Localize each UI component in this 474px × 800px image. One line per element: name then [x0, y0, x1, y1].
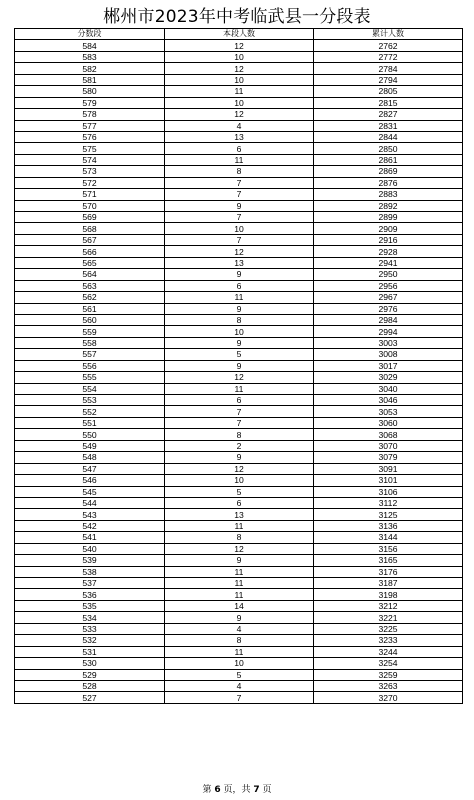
cumulative-count-cell: 3003	[314, 337, 463, 348]
band-count-cell: 9	[165, 337, 314, 348]
band-count-cell: 9	[165, 452, 314, 463]
table-row	[15, 303, 463, 314]
table-row	[15, 623, 463, 634]
table-row	[15, 97, 463, 108]
cumulative-count-cell: 3233	[314, 635, 463, 646]
table-row	[15, 177, 463, 188]
band-count-cell: 6	[165, 280, 314, 291]
band-count-cell: 9	[165, 555, 314, 566]
cumulative-count-cell: 2941	[314, 257, 463, 268]
score-band-cell: 559	[15, 326, 165, 337]
table-row	[15, 406, 463, 417]
cumulative-count-cell: 3156	[314, 543, 463, 554]
table-row	[15, 246, 463, 257]
table-row	[15, 212, 463, 223]
table-header-row	[15, 29, 463, 40]
table-row	[15, 497, 463, 508]
band-count-cell: 8	[165, 532, 314, 543]
score-band-cell: 581	[15, 74, 165, 85]
score-band-cell: 564	[15, 269, 165, 280]
table-row	[15, 292, 463, 303]
band-count-cell: 4	[165, 120, 314, 131]
band-count-cell: 11	[165, 520, 314, 531]
score-band-cell: 567	[15, 234, 165, 245]
score-band-cell: 558	[15, 337, 165, 348]
table-row	[15, 166, 463, 177]
cumulative-count-cell: 3254	[314, 658, 463, 669]
cumulative-count-cell: 3029	[314, 372, 463, 383]
footer-total-pages: 7	[253, 785, 260, 795]
cumulative-count-cell: 2850	[314, 143, 463, 154]
cumulative-count-cell: 3244	[314, 646, 463, 657]
cumulative-count-cell: 2956	[314, 280, 463, 291]
table-row	[15, 669, 463, 680]
score-band-cell: 527	[15, 692, 165, 703]
cumulative-count-cell: 3221	[314, 612, 463, 623]
band-count-cell: 11	[165, 589, 314, 600]
band-count-cell: 12	[165, 463, 314, 474]
band-count-cell: 13	[165, 131, 314, 142]
table-row	[15, 360, 463, 371]
cumulative-count-cell: 2827	[314, 109, 463, 120]
cumulative-count-cell: 2892	[314, 200, 463, 211]
band-count-cell: 13	[165, 257, 314, 268]
score-band-cell: 531	[15, 646, 165, 657]
cumulative-count-cell: 3106	[314, 486, 463, 497]
table-row	[15, 51, 463, 62]
score-band-cell: 562	[15, 292, 165, 303]
band-count-cell: 13	[165, 509, 314, 520]
cumulative-count-cell: 2876	[314, 177, 463, 188]
band-count-cell: 9	[165, 269, 314, 280]
band-count-cell: 10	[165, 97, 314, 108]
table-row	[15, 635, 463, 646]
cumulative-count-cell: 3068	[314, 429, 463, 440]
cumulative-count-cell: 3144	[314, 532, 463, 543]
table-row	[15, 383, 463, 394]
table-row	[15, 63, 463, 74]
score-band-cell: 539	[15, 555, 165, 566]
table-row	[15, 200, 463, 211]
band-count-cell: 6	[165, 395, 314, 406]
band-count-cell: 12	[165, 63, 314, 74]
table-row	[15, 658, 463, 669]
score-band-cell: 533	[15, 623, 165, 634]
band-count-cell: 9	[165, 303, 314, 314]
table-row	[15, 223, 463, 234]
footer-suffix: 页	[259, 785, 272, 795]
table-row	[15, 543, 463, 554]
header-cumulative-count: 累计人数	[314, 29, 463, 40]
score-band-cell: 568	[15, 223, 165, 234]
table-row	[15, 555, 463, 566]
cumulative-count-cell: 3225	[314, 623, 463, 634]
table-row	[15, 566, 463, 577]
band-count-cell: 10	[165, 475, 314, 486]
band-count-cell: 10	[165, 223, 314, 234]
score-band-cell: 582	[15, 63, 165, 74]
band-count-cell: 11	[165, 154, 314, 165]
score-band-cell: 563	[15, 280, 165, 291]
score-band-cell: 573	[15, 166, 165, 177]
page-footer	[0, 784, 474, 796]
cumulative-count-cell: 2994	[314, 326, 463, 337]
score-band-cell: 532	[15, 635, 165, 646]
cumulative-count-cell: 3125	[314, 509, 463, 520]
table-row	[15, 280, 463, 291]
cumulative-count-cell: 3176	[314, 566, 463, 577]
cumulative-count-cell: 2861	[314, 154, 463, 165]
score-band-cell: 557	[15, 349, 165, 360]
cumulative-count-cell: 3270	[314, 692, 463, 703]
score-band-cell: 542	[15, 520, 165, 531]
cumulative-count-cell: 3212	[314, 600, 463, 611]
table-row	[15, 475, 463, 486]
band-count-cell: 8	[165, 635, 314, 646]
score-band-cell: 578	[15, 109, 165, 120]
band-count-cell: 8	[165, 166, 314, 177]
cumulative-count-cell: 2844	[314, 131, 463, 142]
cumulative-count-cell: 2976	[314, 303, 463, 314]
score-band-cell: 556	[15, 360, 165, 371]
cumulative-count-cell: 3008	[314, 349, 463, 360]
cumulative-count-cell: 2899	[314, 212, 463, 223]
cumulative-count-cell: 2928	[314, 246, 463, 257]
table-row	[15, 372, 463, 383]
band-count-cell: 7	[165, 189, 314, 200]
score-band-cell: 550	[15, 429, 165, 440]
cumulative-count-cell: 3070	[314, 440, 463, 451]
score-band-cell: 561	[15, 303, 165, 314]
cumulative-count-cell: 3060	[314, 417, 463, 428]
table-row	[15, 257, 463, 268]
score-band-cell: 571	[15, 189, 165, 200]
score-band-cell: 534	[15, 612, 165, 623]
table-row	[15, 189, 463, 200]
band-count-cell: 11	[165, 578, 314, 589]
band-count-cell: 7	[165, 212, 314, 223]
table-row	[15, 680, 463, 691]
band-count-cell: 11	[165, 86, 314, 97]
table-row	[15, 532, 463, 543]
score-distribution-table	[14, 28, 463, 704]
cumulative-count-cell: 3259	[314, 669, 463, 680]
score-band-cell: 583	[15, 51, 165, 62]
score-band-cell: 541	[15, 532, 165, 543]
band-count-cell: 7	[165, 406, 314, 417]
score-band-cell: 545	[15, 486, 165, 497]
cumulative-count-cell: 3040	[314, 383, 463, 394]
cumulative-count-cell: 2950	[314, 269, 463, 280]
score-band-cell: 576	[15, 131, 165, 142]
table-row	[15, 120, 463, 131]
band-count-cell: 7	[165, 177, 314, 188]
band-count-cell: 12	[165, 372, 314, 383]
table-row	[15, 440, 463, 451]
table-row	[15, 74, 463, 85]
band-count-cell: 14	[165, 600, 314, 611]
cumulative-count-cell: 3053	[314, 406, 463, 417]
band-count-cell: 4	[165, 680, 314, 691]
band-count-cell: 6	[165, 143, 314, 154]
band-count-cell: 12	[165, 40, 314, 51]
table-row	[15, 269, 463, 280]
score-band-cell: 577	[15, 120, 165, 131]
cumulative-count-cell: 3046	[314, 395, 463, 406]
cumulative-count-cell: 2772	[314, 51, 463, 62]
cumulative-count-cell: 3017	[314, 360, 463, 371]
score-band-cell: 560	[15, 314, 165, 325]
table-row	[15, 337, 463, 348]
cumulative-count-cell: 3091	[314, 463, 463, 474]
table-row	[15, 417, 463, 428]
score-band-cell: 549	[15, 440, 165, 451]
score-band-cell: 555	[15, 372, 165, 383]
table-row	[15, 452, 463, 463]
table-row	[15, 143, 463, 154]
cumulative-count-cell: 2883	[314, 189, 463, 200]
band-count-cell: 12	[165, 109, 314, 120]
table-row	[15, 692, 463, 703]
score-band-cell: 544	[15, 497, 165, 508]
band-count-cell: 7	[165, 234, 314, 245]
table-row	[15, 578, 463, 589]
band-count-cell: 11	[165, 566, 314, 577]
cumulative-count-cell: 2784	[314, 63, 463, 74]
cumulative-count-cell: 2762	[314, 40, 463, 51]
cumulative-count-cell: 2916	[314, 234, 463, 245]
cumulative-count-cell: 2967	[314, 292, 463, 303]
score-band-cell: 537	[15, 578, 165, 589]
score-band-cell: 570	[15, 200, 165, 211]
score-band-cell: 580	[15, 86, 165, 97]
band-count-cell: 5	[165, 669, 314, 680]
band-count-cell: 12	[165, 543, 314, 554]
band-count-cell: 11	[165, 646, 314, 657]
cumulative-count-cell: 2794	[314, 74, 463, 85]
score-band-cell: 565	[15, 257, 165, 268]
cumulative-count-cell: 2984	[314, 314, 463, 325]
table-row	[15, 395, 463, 406]
footer-prefix: 第	[202, 785, 215, 795]
score-band-cell: 540	[15, 543, 165, 554]
score-band-cell: 529	[15, 669, 165, 680]
table-row	[15, 234, 463, 245]
band-count-cell: 11	[165, 383, 314, 394]
score-band-cell: 584	[15, 40, 165, 51]
band-count-cell: 11	[165, 292, 314, 303]
table-row	[15, 429, 463, 440]
score-band-cell: 552	[15, 406, 165, 417]
table-row	[15, 486, 463, 497]
band-count-cell: 8	[165, 314, 314, 325]
table-row	[15, 131, 463, 142]
table-row	[15, 509, 463, 520]
band-count-cell: 9	[165, 200, 314, 211]
score-band-cell: 572	[15, 177, 165, 188]
table-row	[15, 589, 463, 600]
band-count-cell: 10	[165, 51, 314, 62]
score-band-cell: 547	[15, 463, 165, 474]
cumulative-count-cell: 2815	[314, 97, 463, 108]
score-band-cell: 528	[15, 680, 165, 691]
cumulative-count-cell: 3165	[314, 555, 463, 566]
cumulative-count-cell: 3198	[314, 589, 463, 600]
band-count-cell: 2	[165, 440, 314, 451]
footer-page-number: 6	[214, 785, 221, 795]
table-row	[15, 86, 463, 97]
band-count-cell: 7	[165, 692, 314, 703]
band-count-cell: 5	[165, 349, 314, 360]
cumulative-count-cell: 3101	[314, 475, 463, 486]
score-band-cell: 579	[15, 97, 165, 108]
score-band-cell: 553	[15, 395, 165, 406]
footer-middle: 页，共	[220, 785, 254, 795]
cumulative-count-cell: 2831	[314, 120, 463, 131]
table-row	[15, 109, 463, 120]
cumulative-count-cell: 2909	[314, 223, 463, 234]
score-band-cell: 543	[15, 509, 165, 520]
band-count-cell: 9	[165, 612, 314, 623]
table-row	[15, 646, 463, 657]
page-title: 郴州市2023年中考临武县一分段表	[103, 7, 371, 27]
cumulative-count-cell: 3136	[314, 520, 463, 531]
score-band-cell: 538	[15, 566, 165, 577]
band-count-cell: 12	[165, 246, 314, 257]
band-count-cell: 4	[165, 623, 314, 634]
band-count-cell: 6	[165, 497, 314, 508]
score-band-cell: 551	[15, 417, 165, 428]
cumulative-count-cell: 2805	[314, 86, 463, 97]
table-row	[15, 612, 463, 623]
cumulative-count-cell: 3079	[314, 452, 463, 463]
band-count-cell: 8	[165, 429, 314, 440]
score-band-cell: 575	[15, 143, 165, 154]
cumulative-count-cell: 2869	[314, 166, 463, 177]
table-row	[15, 600, 463, 611]
score-band-cell: 536	[15, 589, 165, 600]
header-score-band: 分数段	[15, 29, 165, 40]
table-row	[15, 154, 463, 165]
band-count-cell: 10	[165, 658, 314, 669]
table-row	[15, 520, 463, 531]
table-row	[15, 326, 463, 337]
band-count-cell: 9	[165, 360, 314, 371]
score-band-cell: 569	[15, 212, 165, 223]
score-band-cell: 566	[15, 246, 165, 257]
cumulative-count-cell: 3187	[314, 578, 463, 589]
table-row	[15, 40, 463, 51]
band-count-cell: 10	[165, 74, 314, 85]
band-count-cell: 7	[165, 417, 314, 428]
table-row	[15, 463, 463, 474]
band-count-cell: 10	[165, 326, 314, 337]
score-band-cell: 535	[15, 600, 165, 611]
table-row	[15, 314, 463, 325]
cumulative-count-cell: 3263	[314, 680, 463, 691]
header-band-count: 本段人数	[165, 29, 314, 40]
score-band-cell: 574	[15, 154, 165, 165]
score-band-cell: 554	[15, 383, 165, 394]
score-band-cell: 546	[15, 475, 165, 486]
score-band-cell: 548	[15, 452, 165, 463]
band-count-cell: 5	[165, 486, 314, 497]
table-row	[15, 349, 463, 360]
score-band-cell: 530	[15, 658, 165, 669]
cumulative-count-cell: 3112	[314, 497, 463, 508]
